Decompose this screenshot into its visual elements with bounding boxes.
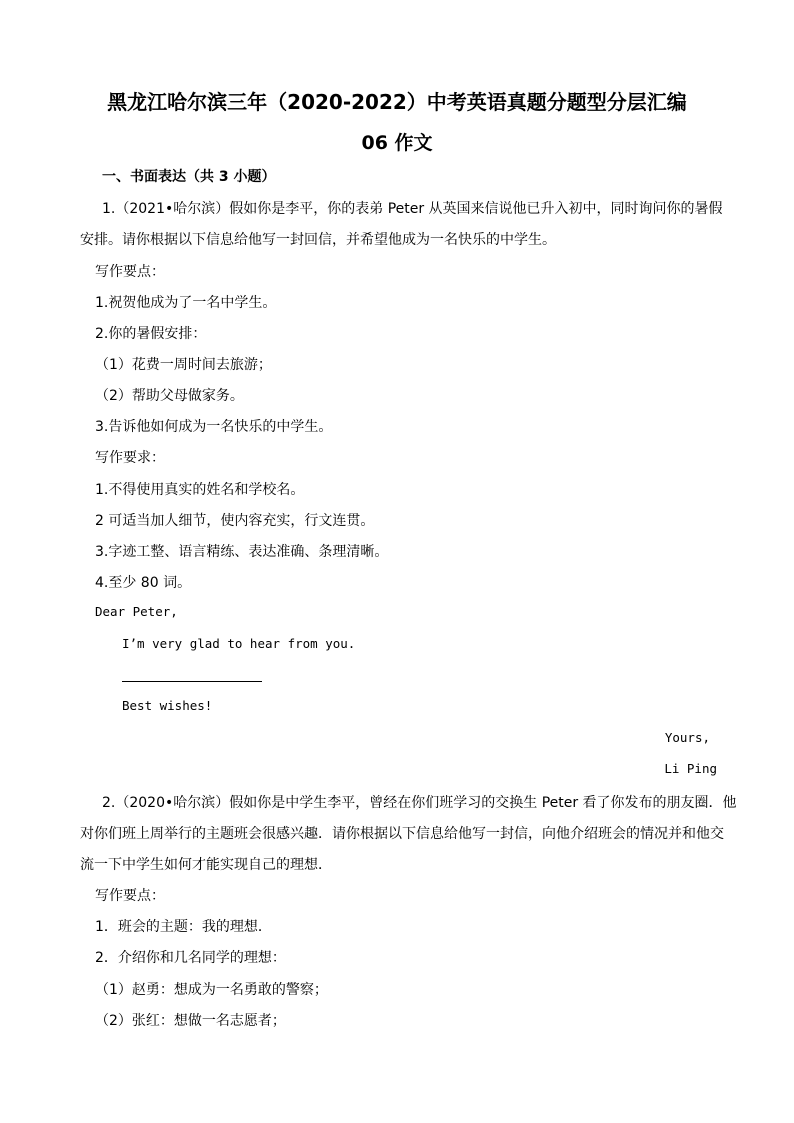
q1-text-line-2: 安排。请你根据以下信息给他写一封回信，并希望他成为一名快乐的中学生。 xyxy=(80,232,556,248)
q1-text-line-1: 1.（2021•哈尔滨）假如你是李平，你的表弟 Peter 从英国来信说他已升入初中，同时询问你的暑假 xyxy=(102,201,723,217)
letter-yours: Yours, xyxy=(664,730,710,745)
q2-points-heading: 写作要点： xyxy=(95,888,165,904)
q1-point-3: 3.告诉他如何成为一名快乐的中学生。 xyxy=(95,419,333,435)
q2-text-line-3: 流一下中学生如何才能实现自己的理想． xyxy=(80,857,332,873)
q1-requirements-heading: 写作要求： xyxy=(95,450,165,466)
q1-requirement-4: 4.至少 80 词。 xyxy=(95,575,192,591)
document-subtitle: 06 作文 xyxy=(361,132,433,154)
q2-text-line-2: 对你们班上周举行的主题班会很感兴趣．请你根据以下信息给他写一封信，向他介绍班会的情况并和他交 xyxy=(80,826,724,842)
letter-signature: Li Ping xyxy=(664,761,717,776)
q2-point-2a: （1）赵勇：想成为一名勇敢的警察； xyxy=(95,982,328,998)
q2-text-line-1: 2.（2020•哈尔滨）假如你是中学生李平，曾经在你们班学习的交换生 Peter 看了你发布的朋友圈．他 xyxy=(102,795,737,811)
q2-point-2: 2．介绍你和几名同学的理想： xyxy=(95,950,286,966)
q1-requirement-3: 3.字迹工整、语言精练、表达准确、条理清晰。 xyxy=(95,544,389,560)
q1-requirement-2: 2 可适当加人细节，使内容充实，行文连贯。 xyxy=(95,513,375,529)
q1-requirement-1: 1.不得使用真实的姓名和学校名。 xyxy=(95,482,305,498)
letter-blank-line xyxy=(122,681,262,682)
document-title: 黑龙江哈尔滨三年（2020-2022）中考英语真题分题型分层汇编 xyxy=(107,90,687,114)
q2-point-2b: （2）张红：想做一名志愿者； xyxy=(95,1013,286,1029)
letter-greeting: Dear Peter, xyxy=(95,604,178,619)
section-heading: 一、书面表达（共 3 小题） xyxy=(102,169,276,185)
q1-point-2b: （2）帮助父母做家务。 xyxy=(95,388,244,404)
q1-point-1: 1.祝贺他成为了一名中学生。 xyxy=(95,295,277,311)
letter-opening: I’m very glad to hear from you. xyxy=(122,636,356,651)
letter-closing: Best wishes! xyxy=(122,698,213,713)
q2-point-1: 1．班会的主题：我的理想． xyxy=(95,919,272,935)
q1-point-2: 2.你的暑假安排： xyxy=(95,326,207,342)
q1-point-2a: （1）花费一周时间去旅游； xyxy=(95,357,272,373)
q1-points-heading: 写作要点： xyxy=(95,264,165,280)
